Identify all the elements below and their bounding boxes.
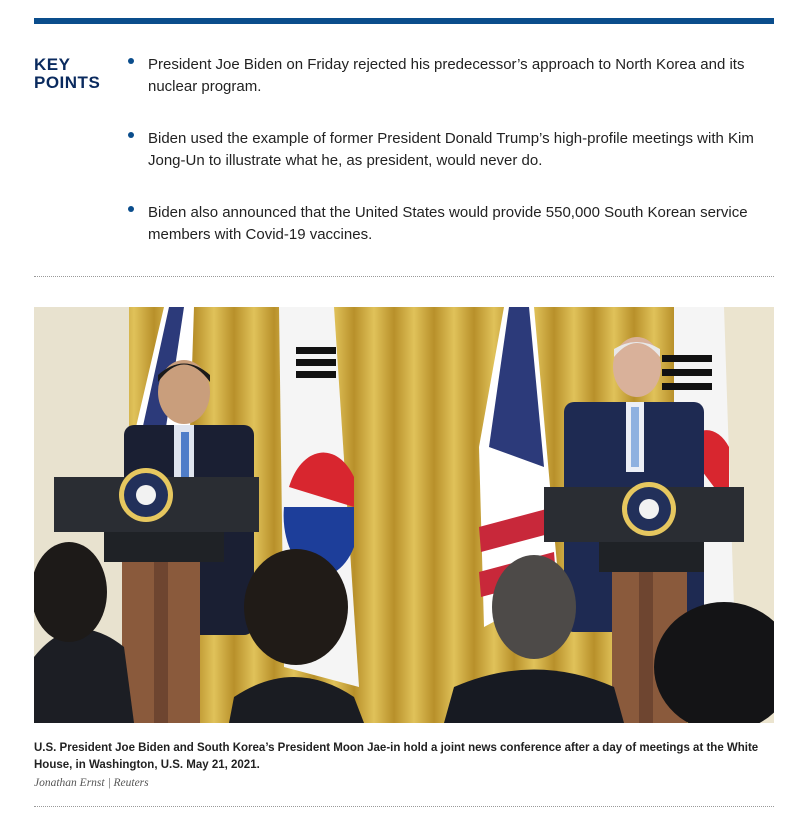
top-accent-bar bbox=[34, 18, 774, 24]
bullet-icon bbox=[128, 58, 134, 64]
bullet-icon bbox=[128, 206, 134, 212]
bottom-divider bbox=[34, 806, 774, 807]
key-point-item bbox=[128, 128, 768, 172]
key-point-item bbox=[128, 202, 768, 246]
news-photo[interactable] bbox=[34, 307, 774, 723]
key-point-text: President Joe Biden on Friday rejected his predecessor’s approach to North Korea and its nuclear program. bbox=[148, 56, 745, 95]
key-points-list bbox=[128, 54, 768, 276]
key-point-item bbox=[128, 54, 768, 98]
photo-credit: Jonathan Ernst | Reuters bbox=[34, 777, 149, 789]
photo-caption: U.S. President Joe Biden and South Korea’s President Moon Jae-in hold a joint news conference after a day of meetings at the White House, in Washington, U.S. May 21, 2021. bbox=[34, 742, 759, 771]
key-point-text: Biden also announced that the United States would provide 550,000 South Korean service members with Covid-19 vaccines. bbox=[148, 204, 748, 243]
section-divider bbox=[34, 276, 774, 277]
bullet-icon bbox=[128, 132, 134, 138]
key-points-heading: KEY POINTS bbox=[34, 55, 101, 92]
key-point-text: Biden used the example of former President Donald Trump’s high-profile meetings with Kim Jong-Un to illustrate what he, as president, would never do. bbox=[148, 130, 754, 169]
